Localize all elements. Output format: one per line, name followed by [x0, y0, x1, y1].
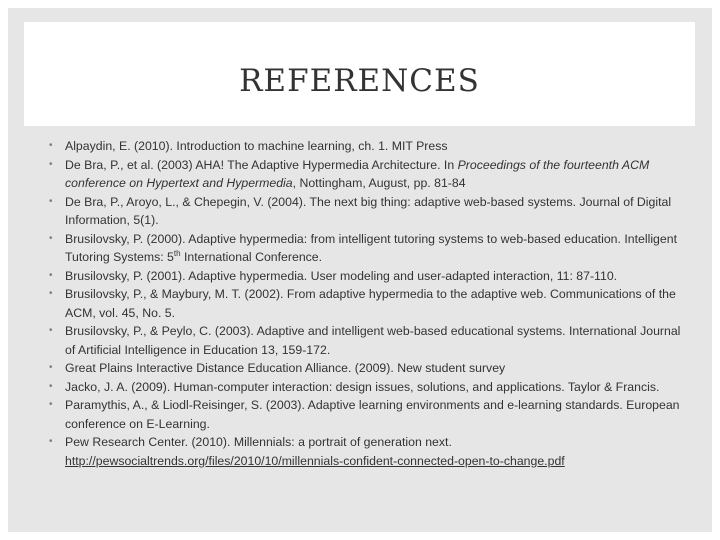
reference-italic: Proceedings of the fourteenth ACM conference on Hypertext and Hypermedia	[65, 157, 650, 190]
reference-item: • Brusilovsky, P. (2001). Adaptive hypermedia. User modeling and user-adapted interaction, 11: 87-110.	[49, 267, 693, 286]
reference-superscript: th	[173, 248, 181, 258]
reference-item: • Pew Research Center. (2010). Millennials: a portrait of generation next. http://pewsocialtrends.org/files/2010/10/millennials-confident-connected-open-to-change.pdf	[49, 433, 693, 470]
reference-item: • Brusilovsky, P., & Maybury, M. T. (2002). From adaptive hypermedia to the adaptive web. Communications of the ACM, vol. 45, No. 5.	[49, 285, 693, 322]
reference-item: • De Bra, P., Aroyo, L., & Chepegin, V. (2004). The next big thing: adaptive web-based systems. Journal of Digital Information, 5(1).	[49, 193, 693, 230]
reference-list	[49, 137, 693, 470]
reference-item: • Brusilovsky, P., & Peylo, C. (2003). Adaptive and intelligent web-based educational systems. International Journal of Artificial Intelligence in Education 13, 159-172.	[49, 322, 693, 359]
reference-item: • Paramythis, A., & Liodl-Reisinger, S. (2003). Adaptive learning environments and e-learning standards. European conference on E-Learning.	[49, 396, 693, 433]
pew-report-link[interactable]: http://pewsocialtrends.org/files/2010/10/millennials-confident-connected-open-to-change.pdf	[65, 453, 565, 468]
reference-item: • Alpaydin, E. (2010). Introduction to machine learning, ch. 1. MIT Press	[49, 137, 693, 156]
reference-item: • Jacko, J. A. (2009). Human-computer interaction: design issues, solutions, and applications. Taylor & Francis.	[49, 378, 693, 397]
title-box	[24, 22, 695, 126]
reference-item: • Great Plains Interactive Distance Education Alliance. (2009). New student survey	[49, 359, 693, 378]
reference-item: • Brusilovsky, P. (2000). Adaptive hypermedia: from intelligent tutoring systems to web-based education. Intelligent Tutoring Systems: 5th International Conference.	[49, 230, 693, 267]
slide	[8, 8, 712, 532]
reference-item: • De Bra, P., et al. (2003) AHA! The Adaptive Hypermedia Architecture. In Proceedings of the fourteenth ACM conference on Hypertext and Hypermedia, Nottingham, August, pp. 81-84	[49, 156, 693, 193]
slide-title: REFERENCES	[239, 63, 480, 99]
